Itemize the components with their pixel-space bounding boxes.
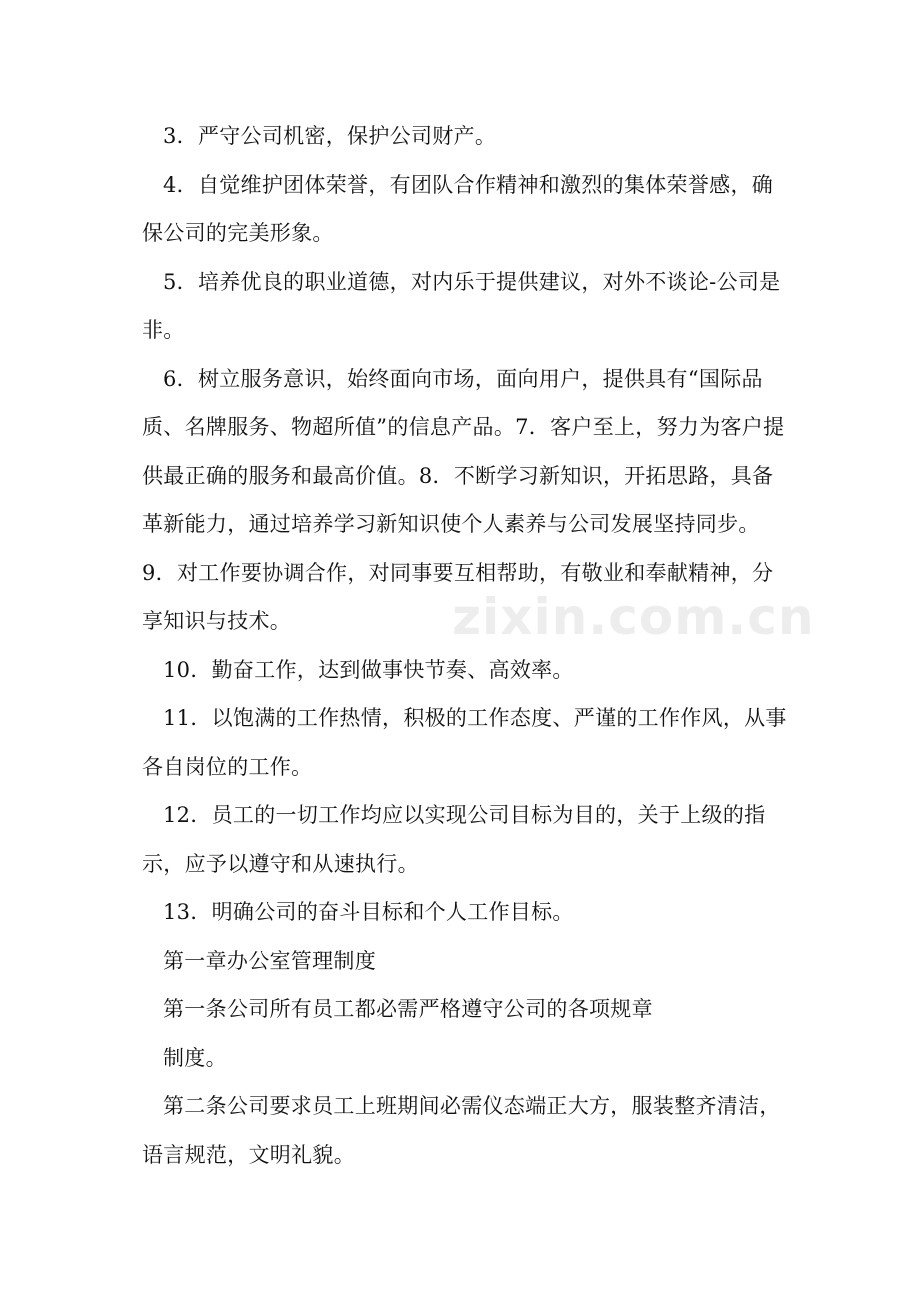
- watermark-text: zixin.com.cn: [452, 588, 815, 646]
- paragraph-item-11: 11．以饱满的工作热情，积极的工作态度、严谨的工作作风，从事各自岗位的工作。: [142, 706, 787, 779]
- paragraph-item-5: 5．培养优良的职业道德，对内乐于提供建议，对外不谈论-公司是非。: [142, 269, 781, 342]
- article-1-line-2: 制度。: [163, 1045, 227, 1070]
- article-2: 第二条公司要求员工上班期间必需仪态端正大方，服装整齐清洁，语言规范，文明礼貌。: [142, 1094, 781, 1167]
- chapter-heading: 第一章办公室管理制度: [163, 948, 376, 973]
- article-1-line-1: 第一条公司所有员工都必需严格遵守公司的各项规章: [163, 997, 653, 1021]
- document-body: [142, 112, 792, 1179]
- paragraph-item-12: 12．员工的一切工作均应以实现公司目标为目的，关于上级的指示，应予以遵守和从速执行。: [142, 803, 766, 876]
- paragraph-item-13: 13．明确公司的奋斗目标和个人工作目标。: [163, 900, 574, 924]
- paragraph-item-3: 3．严守公司机密，保护公司财产。: [163, 124, 497, 148]
- paragraph-item-10: 10．勤奋工作，达到做事快节奏、高效率。: [163, 657, 574, 682]
- paragraph-items-6-9: 6．树立服务意识，始终面向市场，面向用户，提供具有“国际品质、名牌服务、物超所值”的信息产品。7．客户至上，努力为客户提供最正确的服务和最高价值。8．不断学习新知识，开拓思路，具备革新能力，通过培养学习新知识使个人素养与公司发展坚持同步。9．对工作要协调合作，对同事要互相帮助，有敬业和奉献精神，分享知识与技术。: [142, 366, 785, 633]
- paragraph-item-4: 4．自觉维护团体荣誉，有团队合作精神和激烈的集体荣誉感，确保公司的完美形象。: [142, 172, 774, 245]
